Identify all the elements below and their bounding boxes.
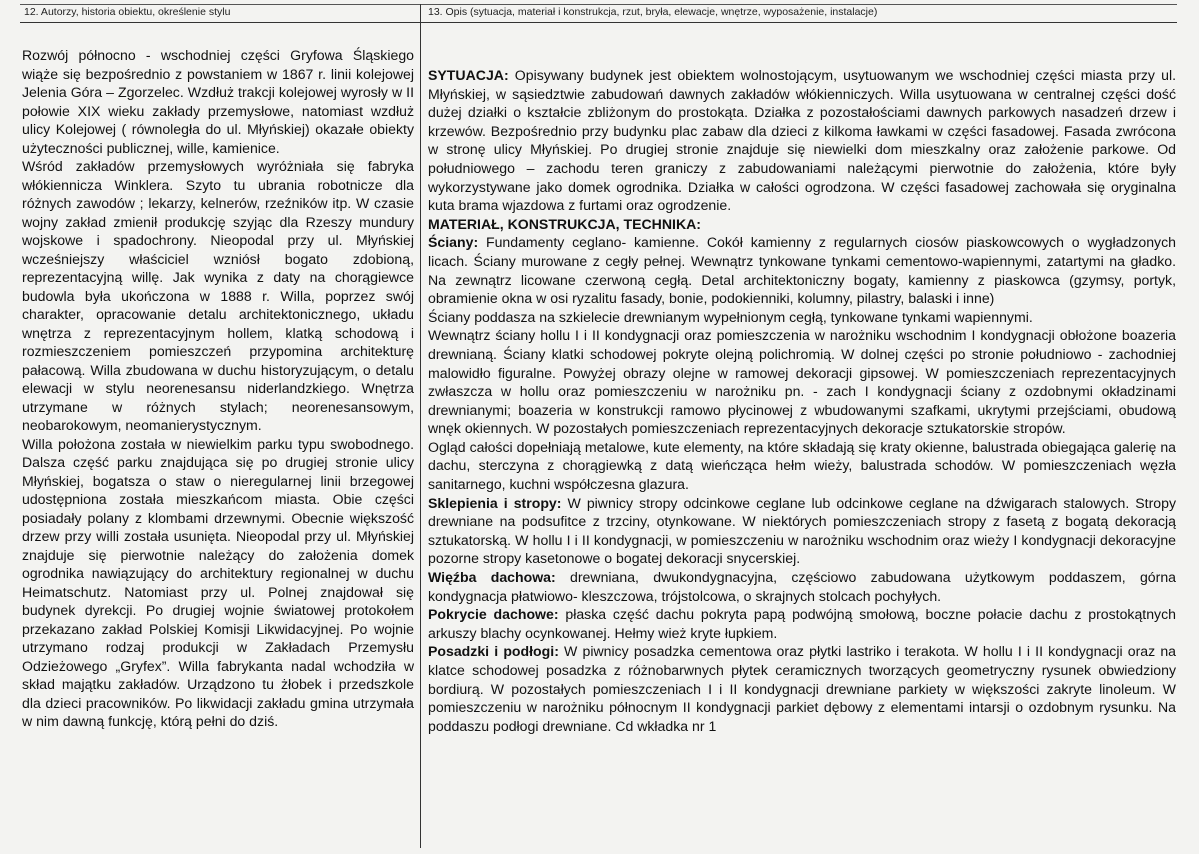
pokrycie-paragraph	[428, 605, 1176, 642]
sciany-poddasza-paragraph: Ściany poddasza na szkielecie drewnianym wypełnionym cegłą, tynkowane tynkami wapiennymi.	[428, 308, 1033, 325]
material-heading: MATERIAŁ, KONSTRUKCJA, TECHNIKA:	[428, 215, 701, 232]
sciany-wnetrze-paragraph: Wewnątrz ściany hollu I i II kondygnacji oraz pomieszczenia w narożniku wschodnim I kondygnacji obłożone boazeria drewnianą. Ściany klatki schodowej pokryte olejną polichromią. W dolnej części po stronie południowo - zachodniej malowidło figuralne. Powyżej obrazy olejne w ramowej dekoracji gipsowej. W pomieszczeniach reprezentacyjnych zwłaszcza w hollu oraz pomieszczeniu w narożniku pn. - zach I kondygnacji ściany z ozdobnymi okładzinami drewnianymi; boazeria w konstrukcji ramowo płycinowej z wbudowanymi szafkami, ukrytymi przejściami, obudową wnęk okiennych. W pozostałych pomieszczeniach reprezentacyjnych dekoracje sztukatorskie stropów.	[428, 327, 1176, 437]
sytuacja-text: Opisywany budynek jest obiektem wolnostojącym, usytuowanym we wschodniej części miasta przy ul. Młyńskiej, w sąsiedztwie zabudowań dawnych zakładów włókienniczych. Willa usytuowana w centralnej części dość dużej działki o kształcie zbliżonym do prostokąta. Działka z pozostałościami dawnych parkowych nasadzeń drzew i krzewów. Bezpośrednio przy budynku plac zabaw dla dzieci z kilkoma ławkami w części fasadowej. Fasada zwrócona w stronę ulicy Młyńskiej. Po drugiej stronie znajduje się niewielki dom mieszkalny oraz założenie parkowe. Od południowego – zachodu teren graniczy z zabudowaniami należącymi pierwotnie do założenia, które były wykorzystywane jako domek ogrodnika. Działka w całości ogrodzona. W części fasadowej zachowała się oryginalna kuta brama wjazdowa z furtami oraz ogrodzenie.	[428, 67, 1176, 214]
sciany-text: Fundamenty ceglano- kamienne. Cokół kamienny z regularnych ciosów piaskowcowych o wygładzonych licach. Ściany murowane z cegły pełnej. Wewnątrz tynkowane tynkami cementowo-wapiennymi, zatartymi na gładko. Na zewnątrz licowane czerwoną cegłą. Detal architektoniczny bogaty, kamienny z piaskowca (gzymsy, portyk, obramienie okna w osi ryzalitu fasady, bonie, podokienniki, kolumny, pilastry, balaski i inne)	[428, 234, 1176, 307]
header-top-rule	[20, 4, 1177, 5]
description-column	[424, 26, 1176, 848]
pokrycie-text: płaska część dachu pokryta papą podwójną smołową, boczne połacie dachu z prostokątnych arkuszy blachy ocynkowanej. Hełmy wież kryte łupkiem.	[428, 606, 1176, 641]
column-divider	[420, 4, 421, 848]
sklepienia-label: Sklepienia i stropy:	[428, 494, 562, 511]
history-paragraph: Rozwój północno - wschodniej części Gryfowa Śląskiego wiąże się bezpośrednio z powstaniem w 1867 r. linii kolejowej Jelenia Góra – Zgorzelec. Wzdłuż trakcji kolejowej wyrosły w II połowie XIX wieku zakłady przemysłowe, natomiast wzdłuż ulicy Kolejowej ( równoległa do ul. Młyńskiej) okazałe obiekty użyteczności publicznej, wille, kamienice.	[22, 47, 414, 156]
header-rule	[20, 22, 1177, 23]
history-paragraph: Willa położona została w niewielkim parku typu swobodnego. Dalsza część parku znajdująca się po drugiej stronie ulicy Młyńskiej, bogatsza o staw o nieregularnej linii brzegowej udostępniona została mieszkańcom miasta. Obie części posiadały polany z klombami drzewnymi. Obecnie większość drzew przy willi została usunięta. Nieopodal przy ul. Młyńskiej znajduje się pierwotnie należący do założenia domek ogrodnika nawiązujący do architektury regionalnej w duchu Heimatschutz. Natomiast przy ul. Polnej znajdował się budynek dyrekcji. Po drugiej wojnie światowej protokołem przekazano zakład Polskiej Komisji Likwidacyjnej. Po wojnie utrzymano rodzaj produkcji w Zakładach Przemysłu Odzieżowego „Gryfex”. Willa fabrykanta nadal wchodziła w skład majątku zakładów. Urządzono tu żłobek i przedszkole dla dzieci pracowników. Po likwidacji zakładu gmina utrzymała w nim dawną funkcję, którą pełni do dziś.	[22, 435, 414, 729]
wiezba-label: Więźba dachowa:	[428, 569, 556, 586]
sciany-paragraph	[428, 233, 1176, 307]
sytuacja-label: SYTUACJA:	[428, 67, 509, 83]
posadzki-paragraph	[428, 642, 1176, 735]
sciany-label: Ściany:	[428, 234, 479, 251]
wiezba-paragraph	[428, 568, 1176, 605]
sytuacja-paragraph	[428, 66, 1176, 215]
description-text	[428, 66, 1176, 735]
sklepienia-text: W piwnicy stropy odcinkowe ceglane lub odcinkowe ceglane na dźwigarach stalowych. Stropy drewniane na podsufitce z trzciny, otynkowane. W niektórych pomieszczeniach stropy z fasetą z bogatą dekoracją sztukatorską. W hollu I i II kondygnacji, w pomieszczeniu w narożniku wschodnim oraz wieży I kondygnacji dekoracyjne pozorne stropy kasetonowe o bogatej dekoracji snycerskiej.	[428, 494, 1176, 567]
wiezba-text: drewniana, dwukondygnacyjna, częściowo zabudowana użytkowym poddaszem, górna kondygnacja płatwiowo- kleszczowa, trójstolcowa, o skrajnych stolcach pochyłych.	[428, 569, 1176, 604]
history-paragraph: Wśród zakładów przemysłowych wyróżniała się fabryka włókiennicza Winklera. Szyto tu ubrania robotnicze dla różnych zawodów ; lekarzy, kelnerów, rzeźników itp. W czasie wojny zakład zmienił produkcję szyjąc dla Rzeszy mundury wojskowe i spadochrony. Nieopodal przy ul. Młyńskiej wcześniejszy właściciel wzniósł bogato zdobioną, reprezentacyjną willę. Jak wynika z daty na chorągiewce budowla była ukończona w 1888 r. Willa, poprzez swój charakter, opracowanie detalu architektonicznego, układu wnętrza z reprezentacyjnym hollem, klatką schodową i rozmieszczeniem pomieszczeń przypomina architekturę pałacową. Willa zbudowana w duchu historyzującym, o detalu elewacji w stylu neorenesansu niderlandzkiego. Wnętrza utrzymane w różnych stylach; neorenesansowym, neobarokowym, neomanierystycznym.	[22, 158, 414, 433]
history-text	[22, 46, 414, 731]
elementy-kute-paragraph: Ogląd całości dopełniają metalowe, kute elementy, na które składają się kraty okienne, balustrada obiegająca galerię na dachu, sterczyna z chorągiewką z datą wieńcząca hełm wieży, balustrada schodów. W pomieszczeniach węzła sanitarnego, kuchni współczesna glazura.	[428, 438, 1176, 493]
pokrycie-label: Pokrycie dachowe:	[428, 606, 559, 623]
posadzki-label: Posadzki i podłogi:	[428, 643, 559, 660]
sklepienia-paragraph	[428, 494, 1176, 568]
history-column	[22, 26, 418, 848]
right-column-title: 13. Opis (sytuacja, materiał i konstrukcja, rzut, bryła, elewacje, wnętrze, wyposażenie, instalacje)	[428, 6, 878, 18]
posadzki-text: W piwnicy posadzka cementowa oraz płytki lastriko i terakota. W hollu I i II kondygnacji oraz na klatce schodowej posadzka z różnobarwnych płytek ceramicznych tworzących geometryczny rysunek obwiedziony bordiurą. W pozostałych pomieszczeniach I i II kondygnacji drewniane parkiety w większości zakryte linoleum. W pomieszczeniu w narożniku północnym II kondygnacji parkiet dębowy z elementami intarsji o ozdobnym rysunku. Na poddaszu podłogi drewniane. Cd wkładka nr 1	[428, 643, 1176, 734]
left-column-title: 12. Autorzy, historia obiektu, określenie stylu	[24, 6, 231, 18]
